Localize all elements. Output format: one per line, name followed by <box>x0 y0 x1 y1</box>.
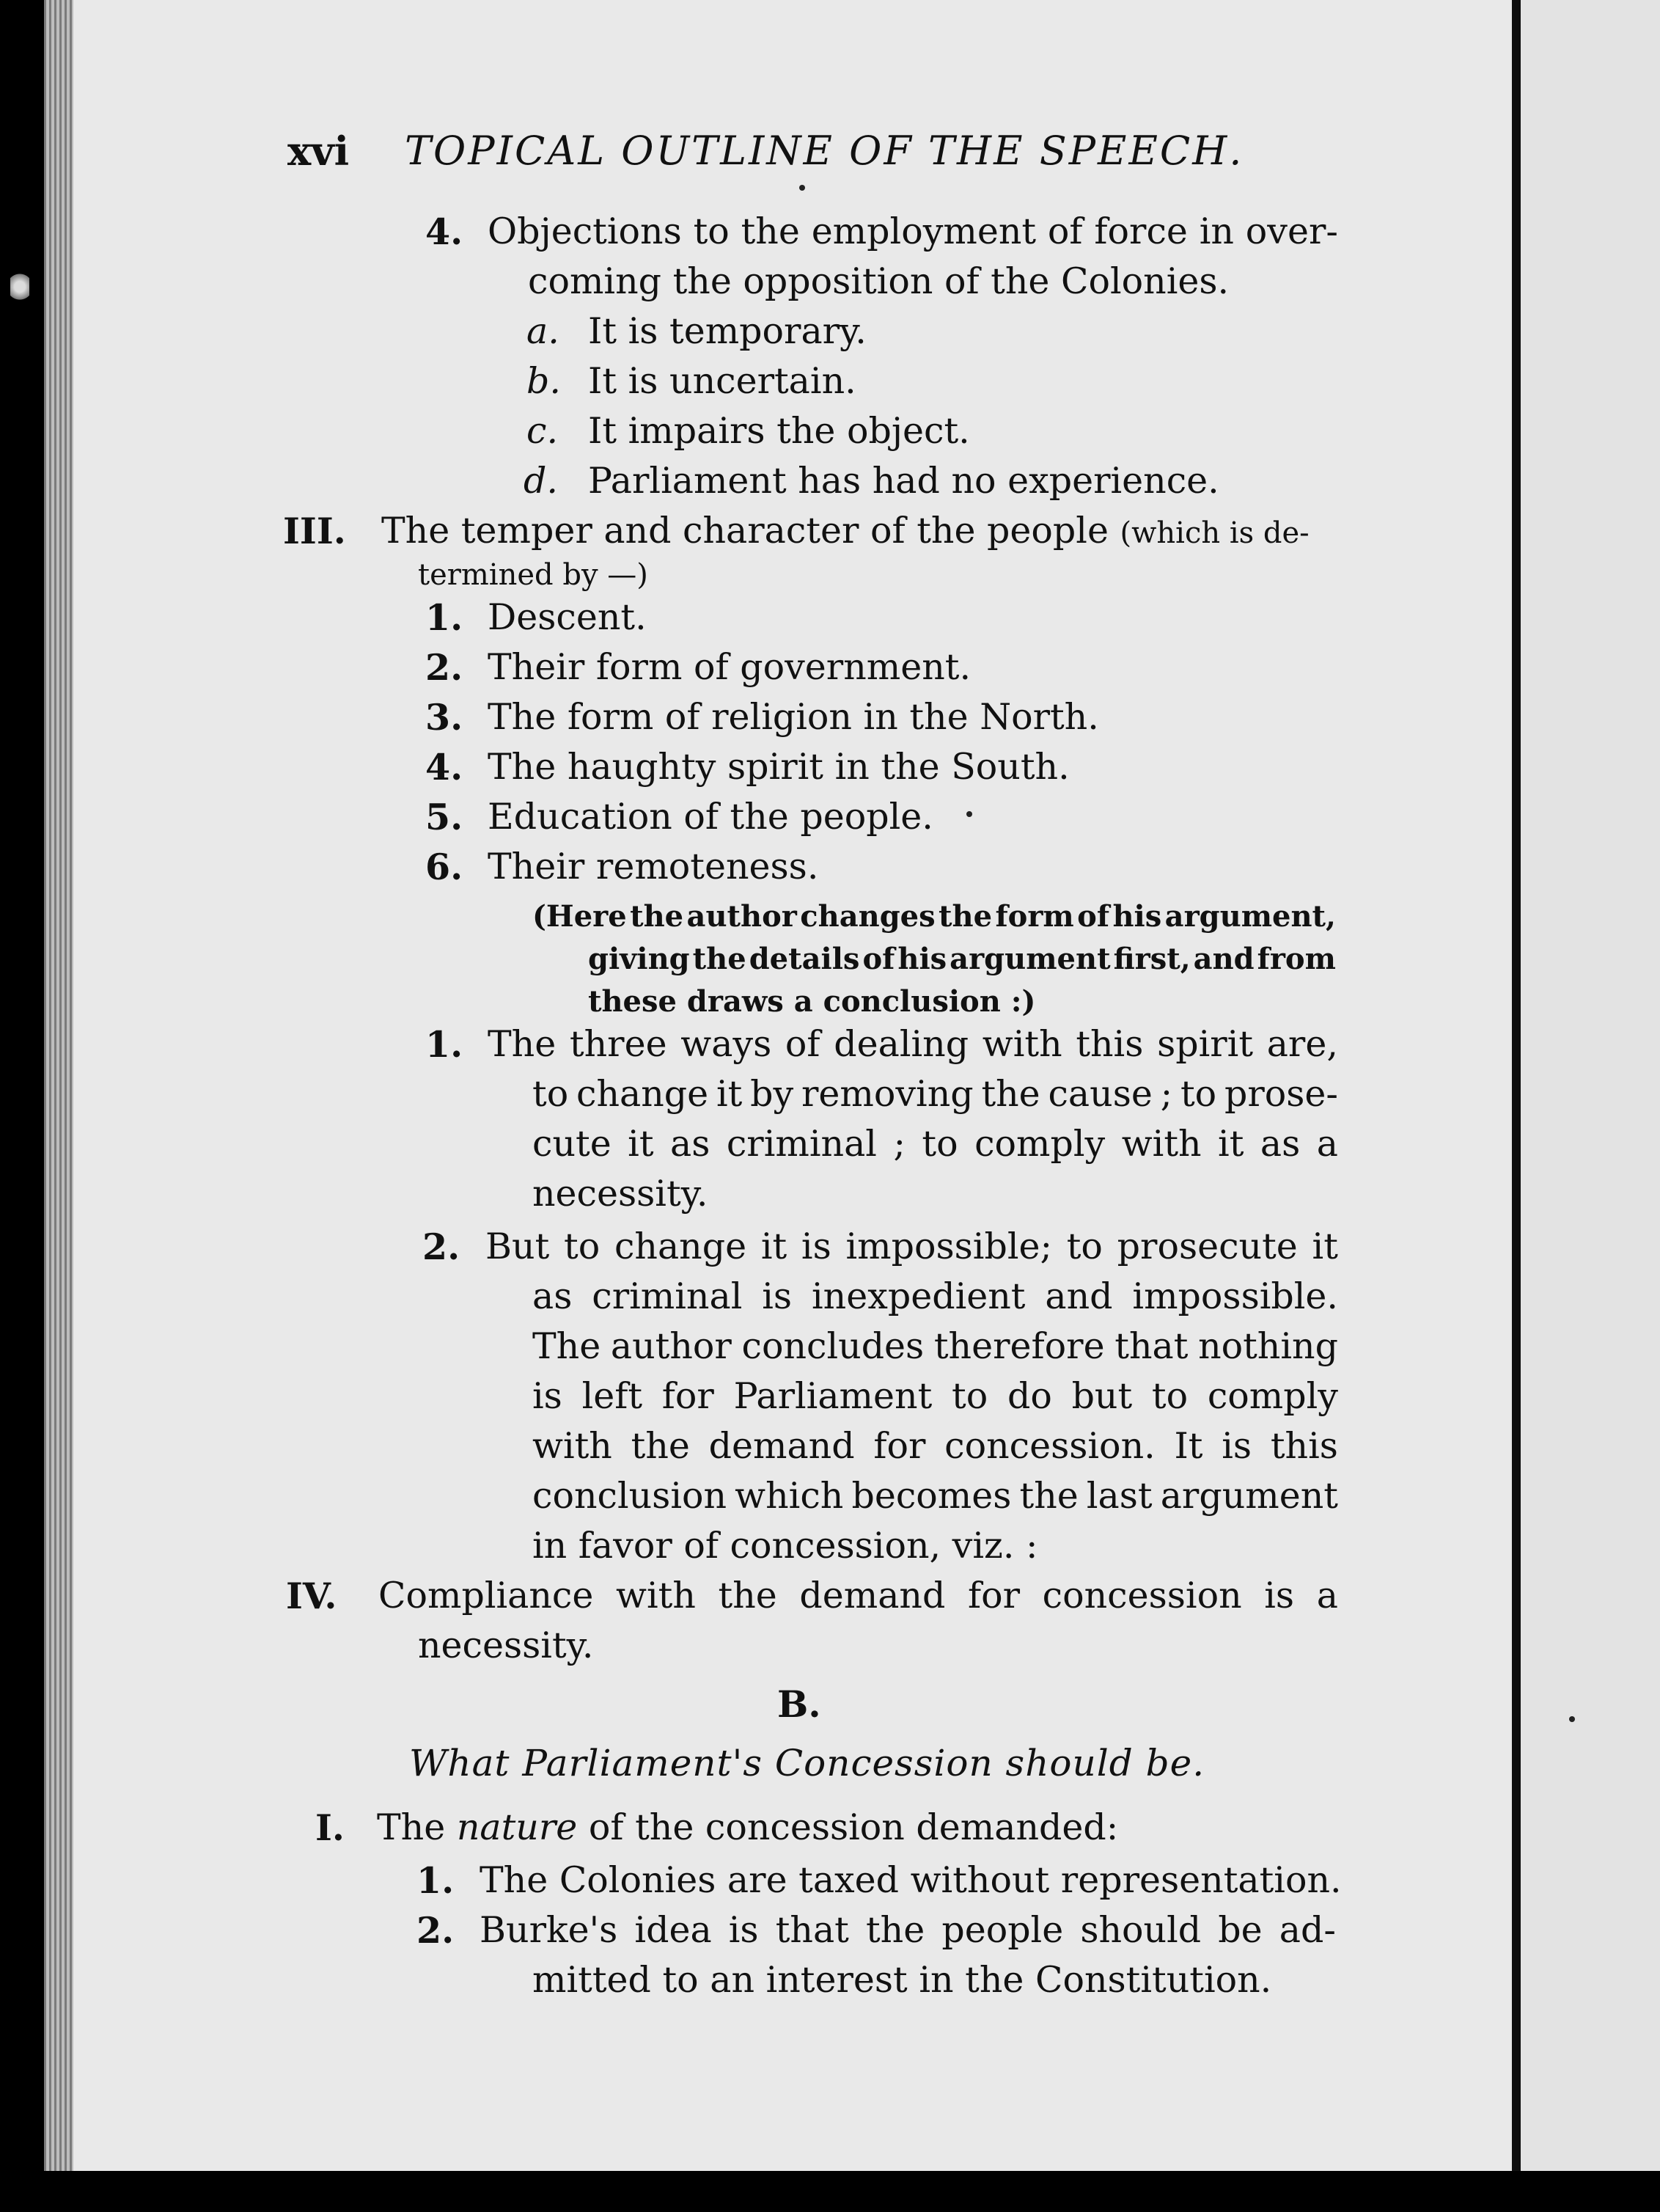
roman-marker: I. <box>315 1806 345 1849</box>
outline-line: The haughty spirit in the South. <box>488 746 1070 788</box>
outline-line: Their form of government. <box>488 646 972 688</box>
page-number: xvi <box>287 128 350 175</box>
author-note: these draws a conclusion :) <box>588 984 1036 1019</box>
item-marker: 6. <box>425 846 463 888</box>
outline-line: conclusion which becomes the last argument <box>532 1475 1338 1517</box>
sub-marker: b. <box>526 360 561 402</box>
item-marker: 4. <box>425 746 463 788</box>
outline-line: The nature of the concession demanded: <box>377 1806 1119 1848</box>
outline-line: Parliament has had no experience. <box>588 460 1219 502</box>
outline-line: The author concludes therefore that nothing <box>532 1325 1338 1367</box>
outline-line: Education of the people. <box>488 796 933 838</box>
outline-line: as criminal is inexpedient and impossible. <box>532 1275 1338 1317</box>
outline-line: The Colonies are taxed without representation. <box>480 1859 1342 1901</box>
outline-line: mitted to an interest in the Constitution. <box>532 1959 1272 2001</box>
outline-line: The temper and character of the people (which is de- <box>381 510 1310 552</box>
outline-line: Objections to the employment of force in over- <box>488 210 1338 252</box>
outline-line: Descent. <box>488 596 647 638</box>
author-note: (Here the author changes the form of his argument, <box>532 899 1336 934</box>
outline-line: necessity. <box>418 1625 594 1666</box>
outline-line: coming the opposition of the Colonies. <box>528 260 1230 302</box>
outline-line: The three ways of dealing with this spirit are, <box>488 1023 1338 1065</box>
roman-marker: IV. <box>286 1575 337 1617</box>
item-marker: 2. <box>416 1909 455 1952</box>
item-marker: 4. <box>425 210 463 253</box>
section-letter: B. <box>777 1682 821 1726</box>
item-marker: 5. <box>425 796 463 838</box>
outline-line: with the demand for concession. It is this <box>532 1425 1338 1467</box>
outline-line: It impairs the object. <box>588 410 970 452</box>
sub-marker: c. <box>526 410 559 452</box>
sub-marker: a. <box>526 310 559 352</box>
author-note: giving the details of his argument first, and from <box>588 942 1336 976</box>
item-marker: 2. <box>425 646 463 689</box>
item-marker: 2. <box>422 1226 460 1268</box>
section-subtitle: What Parliament's Concession should be. <box>409 1742 1205 1784</box>
item-marker: 3. <box>425 696 463 739</box>
outline-line: The form of religion in the North. <box>488 696 1099 738</box>
outline-line: But to change it is impossible; to prosecute it <box>485 1226 1338 1267</box>
item-marker: 1. <box>416 1859 455 1902</box>
outline-line: It is uncertain. <box>588 360 856 402</box>
outline-line: necessity. <box>532 1173 708 1215</box>
item-marker: 1. <box>425 596 463 639</box>
outline-line: to change it by removing the cause ; to prose- <box>532 1073 1338 1115</box>
item-marker: 1. <box>425 1023 463 1066</box>
outline-line: is left for Parliament to do but to comply <box>532 1375 1338 1417</box>
outline-line: termined by —) <box>418 558 648 592</box>
outline-line: Burke's idea is that the people should be ad- <box>480 1909 1336 1951</box>
outline-line: in favor of concession, viz. : <box>532 1525 1038 1567</box>
outline-line: It is temporary. <box>588 310 867 352</box>
roman-marker: III. <box>283 510 346 552</box>
sub-marker: d. <box>524 460 558 502</box>
running-title: TOPICAL OUTLINE OF THE SPEECH. <box>405 128 1244 174</box>
outline-line: Their remoteness. <box>488 846 819 887</box>
outline-line: Compliance with the demand for concession is a <box>378 1575 1338 1616</box>
outline-line: cute it as criminal ; to comply with it as a <box>532 1123 1338 1165</box>
